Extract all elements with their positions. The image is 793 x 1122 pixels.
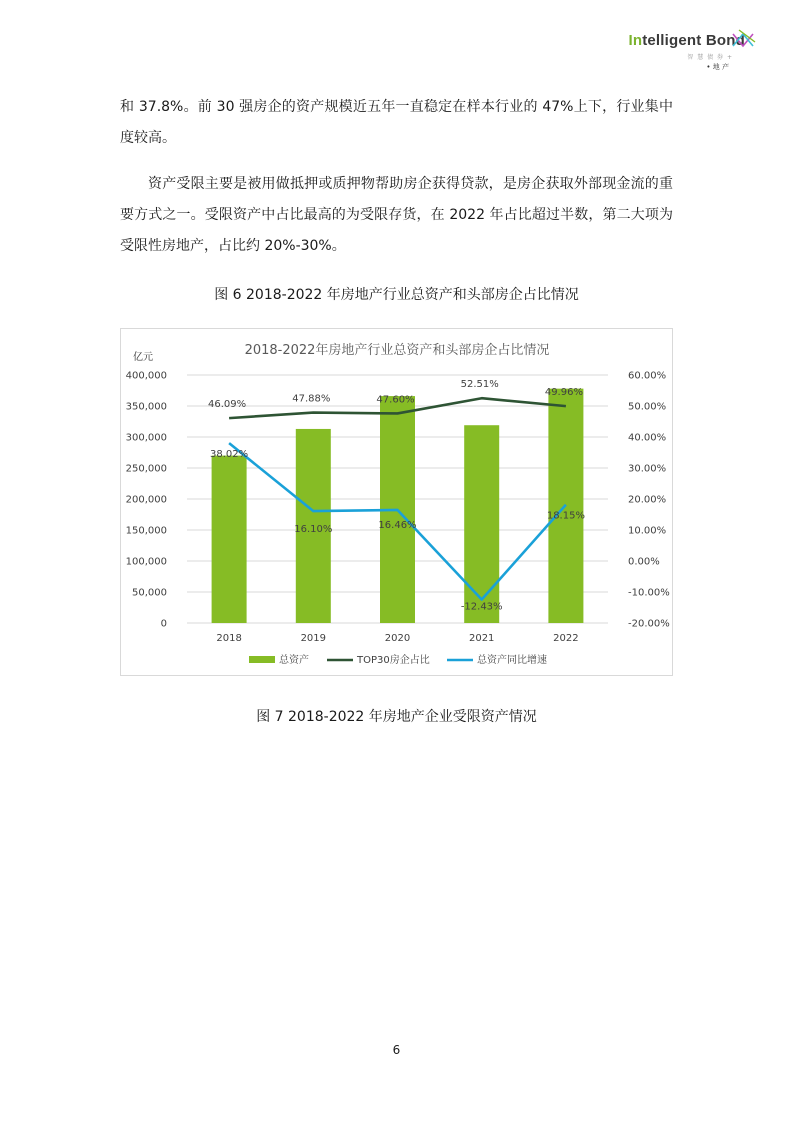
logo-subtitle: 智 慧 债 券 + [687, 54, 733, 61]
x-tick-label: 2019 [300, 633, 327, 644]
y2-tick-label: 50.00% [628, 401, 667, 413]
legend-swatch-total-assets [249, 656, 275, 663]
y2-tick-label: -20.00% [628, 618, 670, 630]
data-label-top30: 47.88% [292, 393, 331, 405]
chart-canvas [121, 329, 674, 677]
logo-subtitle-2: • 地 产 [706, 63, 729, 71]
x-tick-label: 2020 [384, 633, 411, 644]
x-tick-label: 2021 [468, 633, 495, 644]
y2-tick-label: 40.00% [628, 432, 667, 444]
brand-logo [625, 28, 755, 74]
x-tick-label: 2022 [553, 633, 579, 644]
y2-tick-label: -10.00% [628, 587, 670, 599]
y-tick-label: 250,000 [125, 463, 167, 475]
legend-label-growth: 总资产同比增速 [477, 655, 547, 666]
y2-tick-label: 60.00% [628, 370, 667, 382]
y-tick-label: 350,000 [125, 401, 167, 413]
data-label-growth: -12.43% [460, 601, 503, 613]
data-label-growth: 16.10% [294, 524, 333, 536]
data-label-top30: 49.96% [544, 387, 583, 399]
chart-title: 2018-2022年房地产行业总资产和头部房企占比情况 [244, 343, 550, 358]
y2-tick-label: 20.00% [628, 494, 667, 506]
y-tick-label: 400,000 [125, 370, 167, 382]
combo-chart [120, 328, 673, 676]
y2-tick-label: 30.00% [628, 463, 667, 475]
data-label-growth: 16.46% [378, 519, 417, 531]
y-tick-label: 50,000 [132, 587, 167, 599]
logo-wordmark: Intelligent Bond [628, 32, 745, 49]
x-tick-label: 2018 [216, 633, 242, 644]
y-tick-label: 300,000 [125, 432, 167, 444]
data-label-top30: 47.60% [376, 394, 415, 406]
data-label-growth: 18.15% [546, 510, 585, 522]
data-label-growth: 38.02% [210, 449, 249, 461]
y-tick-label: 200,000 [125, 494, 167, 506]
legend-label-top30: TOP30房企占比 [357, 655, 430, 666]
bar-total-assets [212, 456, 247, 623]
legend-label-total-assets: 总资产 [279, 655, 309, 666]
y-tick-label: 0 [160, 618, 167, 630]
figure-7-caption: 图 7 2018-2022 年房地产企业受限资产情况 [256, 709, 537, 725]
bar-total-assets [464, 425, 499, 623]
y-tick-label: 100,000 [125, 556, 167, 568]
data-label-top30: 52.51% [460, 379, 499, 391]
data-label-top30: 46.09% [208, 399, 247, 411]
y-axis-unit-label: 亿元 [133, 352, 153, 363]
paragraph-1: 和 37.8%。前 30 强房企的资产规模近五年一直稳定在样本行业的 47%上下，行业集中度较高。 [120, 99, 673, 146]
logo-knot-icon [729, 28, 759, 54]
page-number: 6 [392, 1043, 401, 1057]
figure-6-caption: 图 6 2018-2022 年房地产行业总资产和头部房企占比情况 [214, 287, 579, 303]
y-tick-label: 150,000 [125, 525, 167, 537]
y2-tick-label: 10.00% [628, 525, 667, 537]
y2-tick-label: 0.00% [628, 556, 660, 568]
paragraph-2: 资产受限主要是被用做抵押或质押物帮助房企获得贷款，是房企获取外部现金流的重要方式之一。受限资产中占比最高的为受限存货，在 2022 年占比超过半数，第二大项为受限性房地产，占比约 20%-30%。 [120, 176, 673, 254]
